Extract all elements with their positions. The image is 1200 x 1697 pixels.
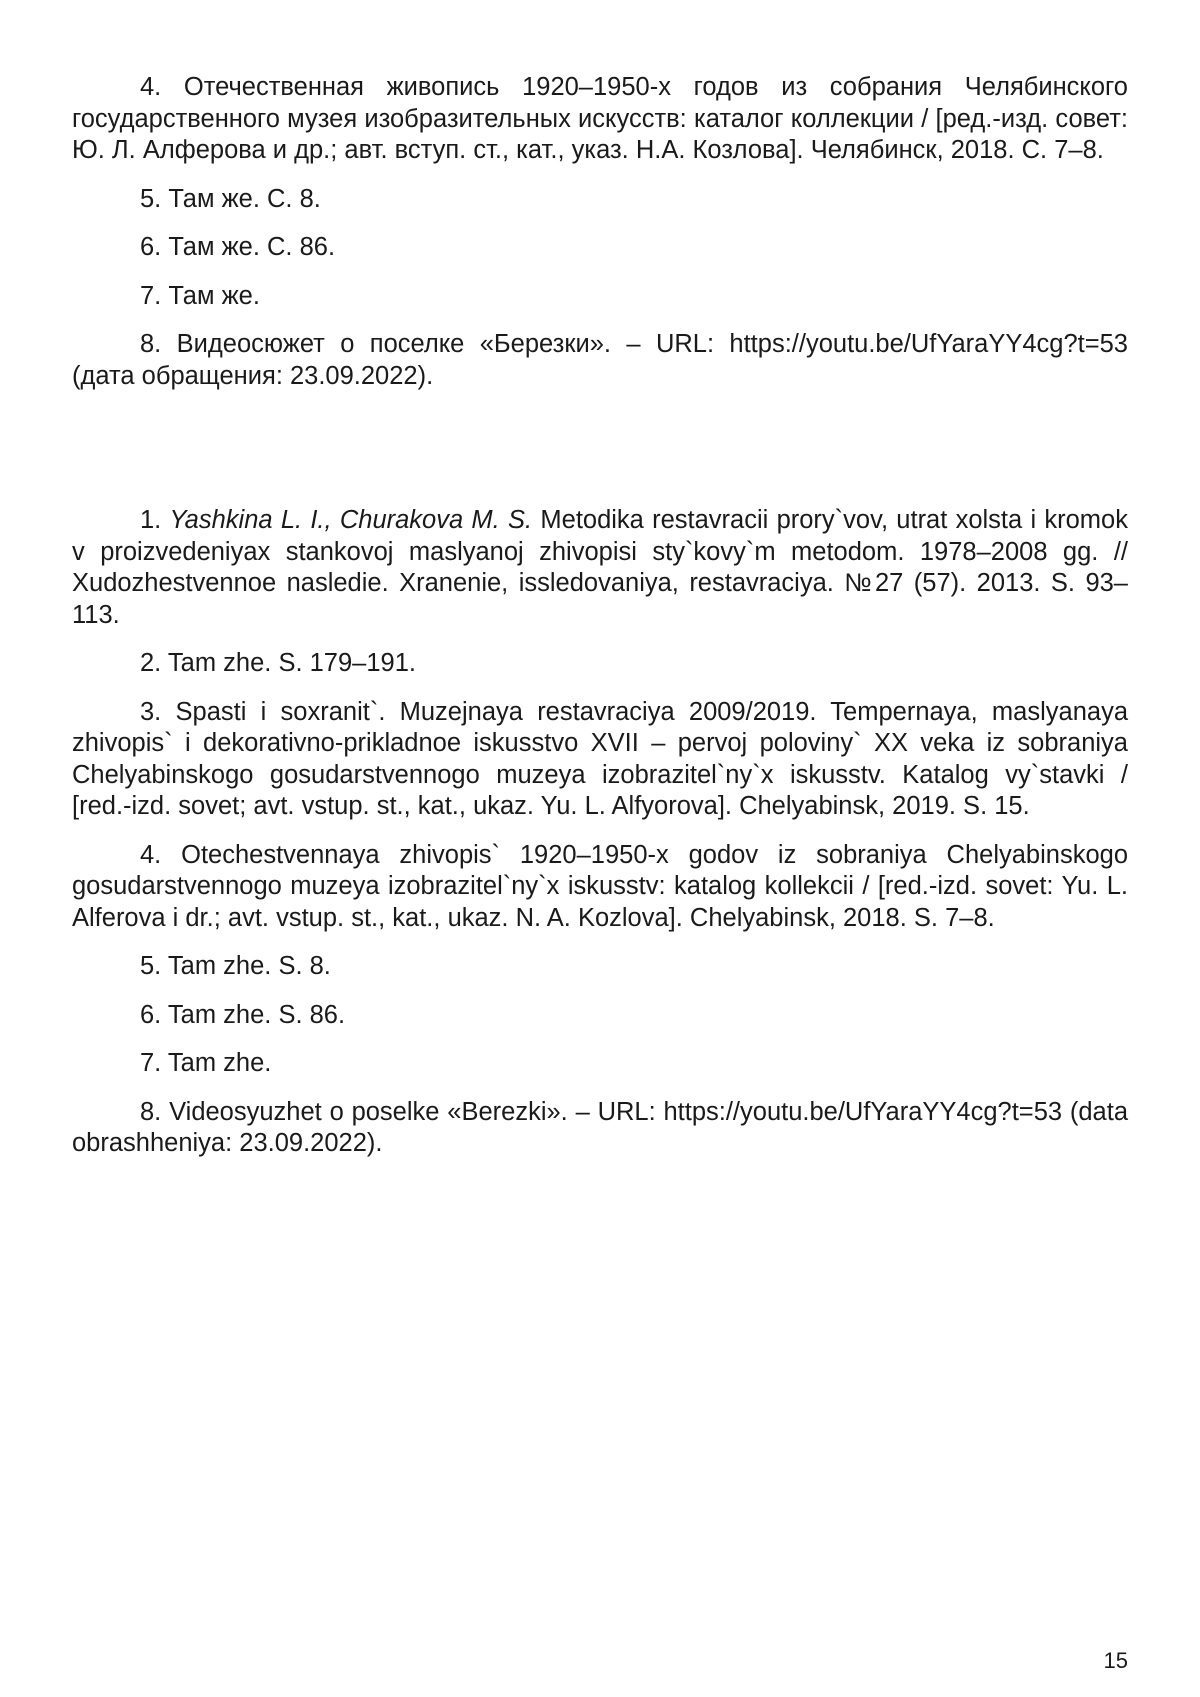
note-text: Там же. С. 8. [168,184,321,213]
reference-item [72,1000,1128,1032]
note-item [72,329,1128,392]
reference-text: Tam zhe. S. 86. [167,1000,346,1029]
reference-number: 1. [140,506,162,534]
note-item [72,184,1128,216]
reference-text: Otechestvennaya zhivopis` 1920–1950-x godov iz sobraniya Chelyabinskogo gosudarstvennogo muzeya izobrazitel`ny`x iskusstv: katalog kollekcii / [red.-izd. sovet: Yu. L. Alferova i dr.; avt. vstup. st., kat., ukaz. N. A. Kozlova]. Chelyabinsk, 2018. S. 7–8. [72,840,1128,932]
reference-number: 3. [140,697,162,726]
page-content [72,72,1128,1177]
reference-number: 7. [140,1049,162,1077]
note-text: Там же. [168,281,260,310]
reference-number: 8. [140,1097,162,1126]
note-item [72,72,1128,167]
note-number: 4. [140,73,162,101]
reference-number: 4. [140,840,162,869]
reference-number: 2. [140,649,162,677]
reference-item [72,505,1128,631]
note-item [72,232,1128,264]
reference-text: Tam zhe. S. 179–191. [167,649,416,677]
reference-item [72,697,1128,823]
note-number: 7. [140,281,162,310]
note-number: 5. [140,184,162,213]
reference-item [72,840,1128,935]
note-number: 6. [140,233,162,261]
notes-list-russian [72,72,1128,392]
section-gap [72,392,1128,505]
reference-authors: Yashkina L. I., Churakova M. S. [169,506,533,534]
reference-text: Videosyuzhet o poselke «Berezki». – URL: https://youtu.be/UfYaraYY4cg?t=53 (data obrashheniya: 23.09.2022). [72,1097,1128,1157]
reference-text: Spasti i soxranit`. Muzejnaya restavraciya 2009/2019. Tempernaya, maslyanaya zhivopis` i dekorativno-prikladnoe iskusstvo XVII – pervoj poloviny` XX veka iz sobraniya Chelyabinskogo gosudarstvennogo muzeya izobrazitel`ny`x iskusstv. Katalog vy`stavki / [red.-izd. sovet; avt. vstup. st., kat., ukaz. Yu. L. Alfyorova]. Chelyabinsk, 2019. S. 15. [72,697,1128,820]
references-list-transliterated [72,505,1128,1160]
page-number: 15 [1103,1648,1128,1673]
note-text: Видеосюжет о поселке «Березки». – URL: https://youtu.be/UfYaraYY4cg?t=53 (дата обращения: 23.09.2022). [72,330,1128,390]
reference-number: 5. [140,952,162,980]
reference-item [72,1097,1128,1160]
note-item [72,281,1128,313]
note-text: Там же. С. 86. [168,233,336,261]
reference-text: Metodika restavracii prory`vov, utrat xolsta i kromok v proizvedeniyax stankovoj maslyanoj zhivopisi sty`kovy`m metodom. 1978–2008 gg. // Xudozhestvennoe nasledie. Xranenie, issledovaniya, restavraciya. №27 (57). 2013. S. 93–113. [72,506,1128,629]
reference-item [72,648,1128,680]
note-text: Отечественная живопись 1920–1950-х годов из собрания Челябинского государственного музея изобразительных искусств: каталог коллекции / [ред.-изд. совет: Ю. Л. Алферова и др.; авт. вступ. ст., кат., указ. Н.А. Козлова]. Челябинск, 2018. С. 7–8. [72,73,1128,164]
reference-text: Tam zhe. [167,1049,272,1077]
reference-text: Tam zhe. S. 8. [167,952,331,980]
reference-item [72,951,1128,983]
note-number: 8. [140,330,162,358]
reference-item [72,1048,1128,1080]
reference-number: 6. [140,1000,162,1029]
